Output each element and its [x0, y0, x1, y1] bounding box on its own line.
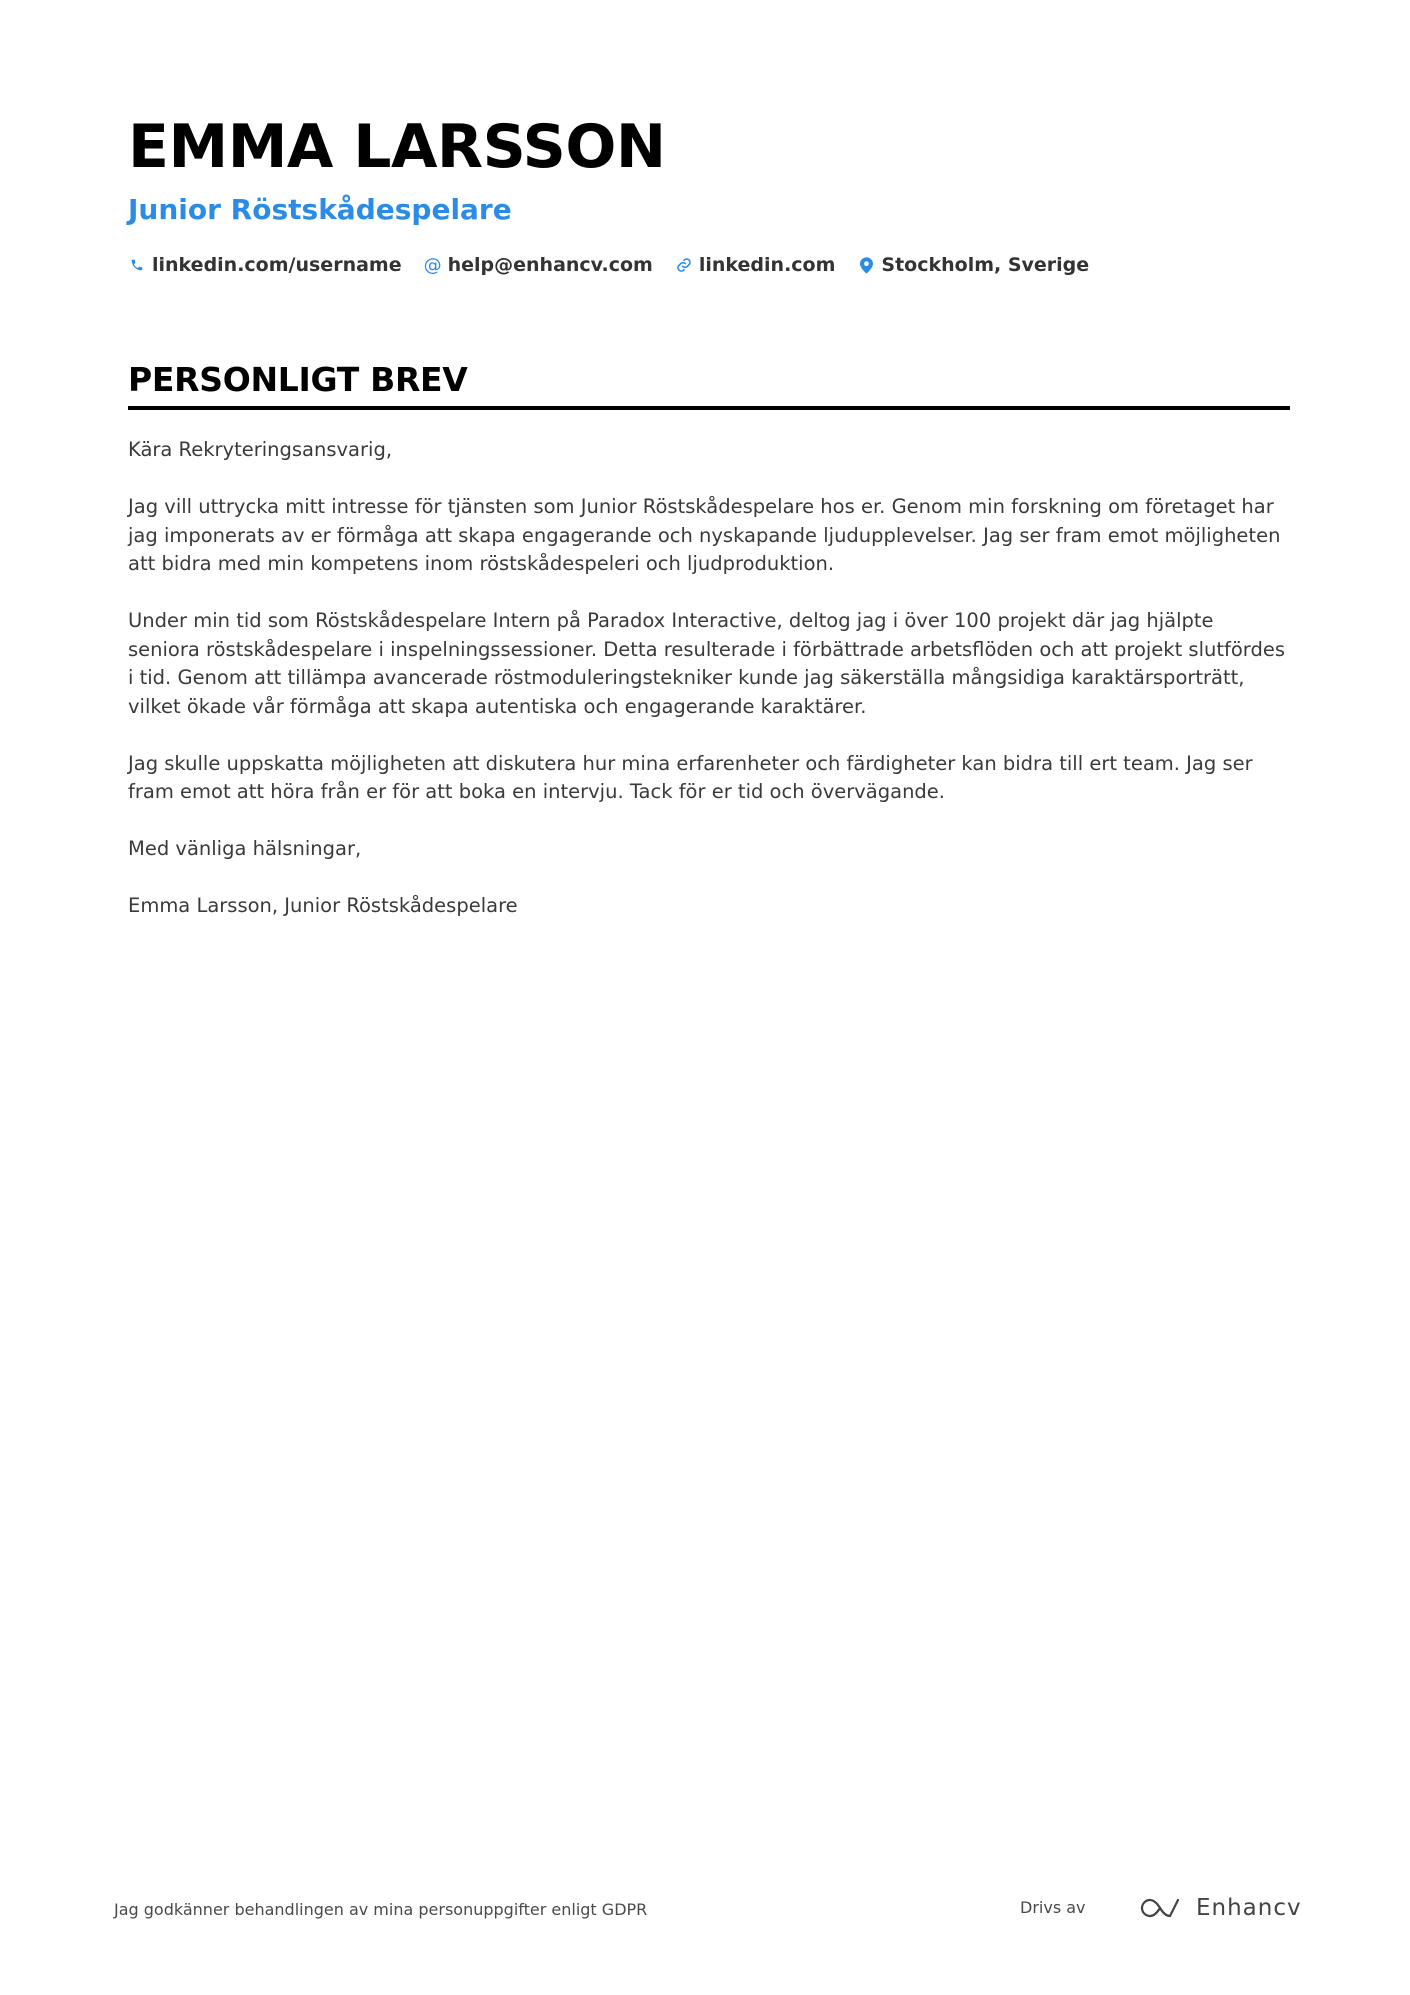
- letter-paragraph: Under min tid som Röstskådespelare Intern på Paradox Interactive, deltog jag i över 100 projekt där jag hjälpte seniora röstskådespelare i inspelningssessioner. Detta resulterade i förbättrade arbetsflöden och att projekt slutfördes i tid. Genom att tillämpa avancerade röstmoduleringstekniker kunde jag säkerställa mångsidiga karaktärsporträtt, vilket ökade vår förmåga att skapa autentiska och engagerande karaktärer.: [128, 609, 1286, 718]
- powered-by-label: Drivs av: [1020, 1898, 1086, 1917]
- candidate-role: Junior Röstskådespelare: [128, 193, 512, 226]
- letter-signature: Emma Larsson, Junior Röstskådespelare: [128, 894, 518, 917]
- gdpr-consent-text: Jag godkänner behandlingen av mina personuppgifter enligt GDPR: [114, 1900, 648, 1919]
- enhancv-logo-icon: [1138, 1895, 1184, 1921]
- letter-paragraph: Jag skulle uppskatta möjligheten att diskutera hur mina erfarenheter och färdigheter kan bidra till ert team. Jag ser fram emot att höra från er för att boka en intervju. Tack för er tid och övervägande.: [128, 751, 1253, 803]
- contact-email-text: help@enhancv.com: [447, 254, 653, 276]
- enhancv-brand-name: Enhancv: [1196, 1895, 1302, 1921]
- contact-link[interactable]: [675, 254, 836, 276]
- page-footer: [114, 1890, 1302, 1930]
- section-title: PERSONLIGT BREV: [128, 360, 468, 399]
- resume-page: [128, 112, 1290, 949]
- location-pin-icon: [857, 255, 875, 275]
- section-divider: [128, 406, 1290, 410]
- at-icon: @: [423, 254, 442, 276]
- contact-phone-text: linkedin.com/username: [152, 254, 402, 276]
- contact-location: [857, 254, 1089, 276]
- contact-bar: [128, 250, 1290, 280]
- candidate-name: EMMA LARSSON: [128, 112, 666, 182]
- letter-paragraph: Jag vill uttrycka mitt intresse för tjänsten som Junior Röstskådespelare hos er. Genom min forskning om företaget har jag imponerats av er förmåga att skapa engagerande och nyskapande ljudupplevelser. Jag ser fram emot möjligheten att bidra med min kompetens inom röstskådespeleri och ljudproduktion.: [128, 495, 1281, 575]
- letter-closing: Med vänliga hälsningar,: [128, 837, 362, 860]
- contact-email[interactable]: [424, 254, 653, 276]
- contact-phone[interactable]: [128, 254, 402, 276]
- phone-icon: [128, 255, 146, 275]
- enhancv-brand-link[interactable]: [1138, 1890, 1302, 1926]
- link-icon: [675, 255, 693, 275]
- contact-location-text: Stockholm, Sverige: [881, 254, 1090, 276]
- contact-link-text: linkedin.com: [698, 254, 836, 276]
- letter-greeting: Kära Rekryteringsansvarig,: [128, 438, 393, 461]
- cover-letter-body: [128, 436, 1290, 921]
